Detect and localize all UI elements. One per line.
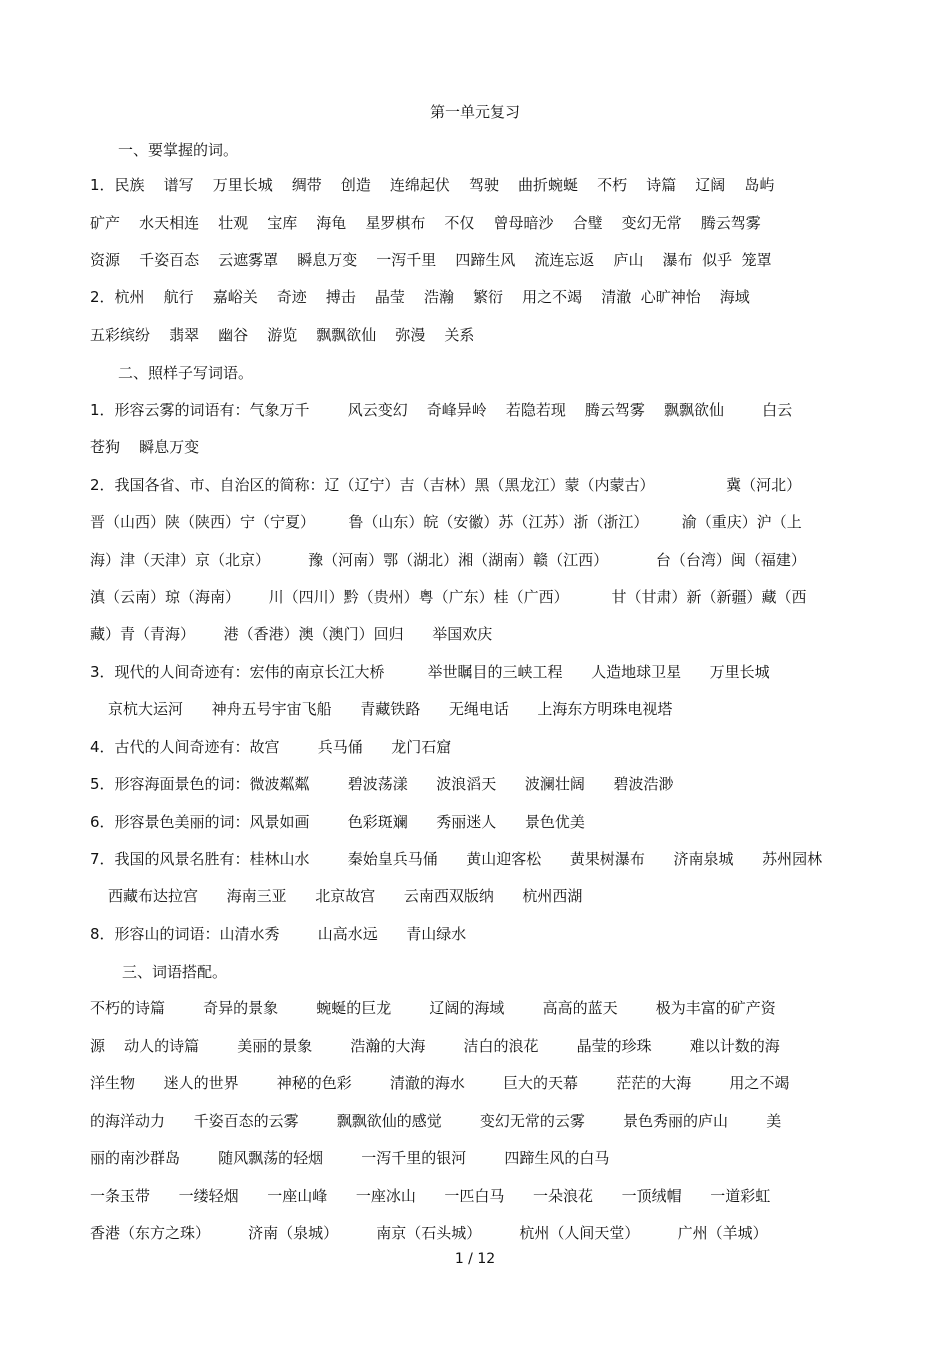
page-number: 1 / 12	[454, 1251, 496, 1267]
text-line: 京杭大运河 神舟五号宇宙飞船 青藏铁路 无绳电话 上海东方明珠电视塔	[108, 700, 673, 718]
text-line: 西藏布达拉宫 海南三亚 北京故宫 云南西双版纳 杭州西湖	[108, 887, 583, 905]
section-heading: 二、照样子写词语。	[118, 364, 254, 382]
text-line: 晋（山西）陕（陕西）宁（宁夏） 鲁（山东）皖（安徽）苏（江苏）浙（浙江） 渝（重庆）沪（上	[90, 513, 802, 531]
text-line: 源 动人的诗篇 美丽的景象 浩瀚的大海 洁白的浪花 晶莹的珍珠 难以计数的海	[90, 1037, 780, 1055]
text-line: 5．形容海面景色的词：微波粼粼 碧波荡漾 波浪滔天 波澜壮阔 碧波浩渺	[90, 775, 674, 793]
text-line: 藏）青（青海） 港（香港）澳（澳门）回归 举国欢庆	[90, 625, 493, 643]
section-heading: 三、词语搭配。	[122, 963, 228, 981]
text-line: 7．我国的风景名胜有：桂林山水 秦始皇兵马俑 黄山迎客松 黄果树瀑布 济南泉城 苏州园林	[90, 850, 823, 868]
text-line: 矿产 水天相连 壮观 宝库 海龟 星罗棋布 不仅 曾母暗沙 合璧 变幻无常 腾云驾雾	[90, 214, 761, 232]
page-title: 第一单元复习	[429, 103, 520, 121]
text-line: 6．形容景色美丽的词：风景如画 色彩斑斓 秀丽迷人 景色优美	[90, 813, 585, 831]
text-line: 一条玉带 一缕轻烟 一座山峰 一座冰山 一匹白马 一朵浪花 一顶绒帽 一道彩虹	[90, 1187, 771, 1205]
text-line: 1．民族 谱写 万里长城 绸带 创造 连绵起伏 驾驶 曲折蜿蜒 不朽 诗篇 辽阔 岛屿	[90, 176, 775, 194]
text-line: 3．现代的人间奇迹有：宏伟的南京长江大桥 举世瞩目的三峡工程 人造地球卫星 万里长城	[90, 663, 770, 681]
text-line: 苍狗 瞬息万变	[90, 438, 200, 456]
text-line: 海）津（天津）京（北京） 豫（河南）鄂（湖北）湘（湖南）赣（江西） 台（台湾）闽（福建）	[90, 551, 806, 569]
text-line: 2．我国各省、市、自治区的简称：辽（辽宁）吉（吉林）黑（黑龙江）蒙（内蒙古） 冀（河北）	[90, 476, 802, 494]
text-line: 洋生物 迷人的世界 神秘的色彩 清澈的海水 巨大的天幕 茫茫的大海 用之不竭	[90, 1074, 790, 1092]
text-line: 不朽的诗篇 奇异的景象 蜿蜒的巨龙 辽阔的海域 高高的蓝天 极为丰富的矿产资	[90, 999, 776, 1017]
text-line: 1．形容云雾的词语有：气象万千 风云变幻 奇峰异岭 若隐若现 腾云驾雾 飘飘欲仙 白云	[90, 401, 793, 419]
text-line: 8．形容山的词语：山清水秀 山高水远 青山绿水	[90, 925, 467, 943]
text-line: 五彩缤纷 翡翠 幽谷 游览 飘飘欲仙 弥漫 关系	[90, 326, 475, 344]
text-line: 丽的南沙群岛 随风飘荡的轻烟 一泻千里的银河 四蹄生风的白马	[90, 1149, 610, 1167]
text-line: 资源 千姿百态 云遮雾罩 瞬息万变 一泻千里 四蹄生风 流连忘返 庐山 瀑布 似乎 笼罩	[90, 251, 772, 269]
text-line: 滇（云南）琼（海南） 川（四川）黔（贵州）粤（广东）桂（广西） 甘（甘肃）新（新疆）藏（西	[90, 588, 807, 606]
section-heading: 一、要掌握的词。	[118, 141, 239, 159]
text-line: 4．古代的人间奇迹有：故宫 兵马俑 龙门石窟	[90, 738, 452, 756]
text-line: 香港（东方之珠） 济南（泉城） 南京（石头城） 杭州（人间天堂） 广州（羊城）	[90, 1224, 768, 1242]
text-line: 2．杭州 航行 嘉峪关 奇迹 搏击 晶莹 浩瀚 繁衍 用之不竭 清澈 心旷神怡 海域	[90, 288, 750, 306]
text-line: 的海洋动力 千姿百态的云雾 飘飘欲仙的感觉 变幻无常的云雾 景色秀丽的庐山 美	[90, 1112, 782, 1130]
